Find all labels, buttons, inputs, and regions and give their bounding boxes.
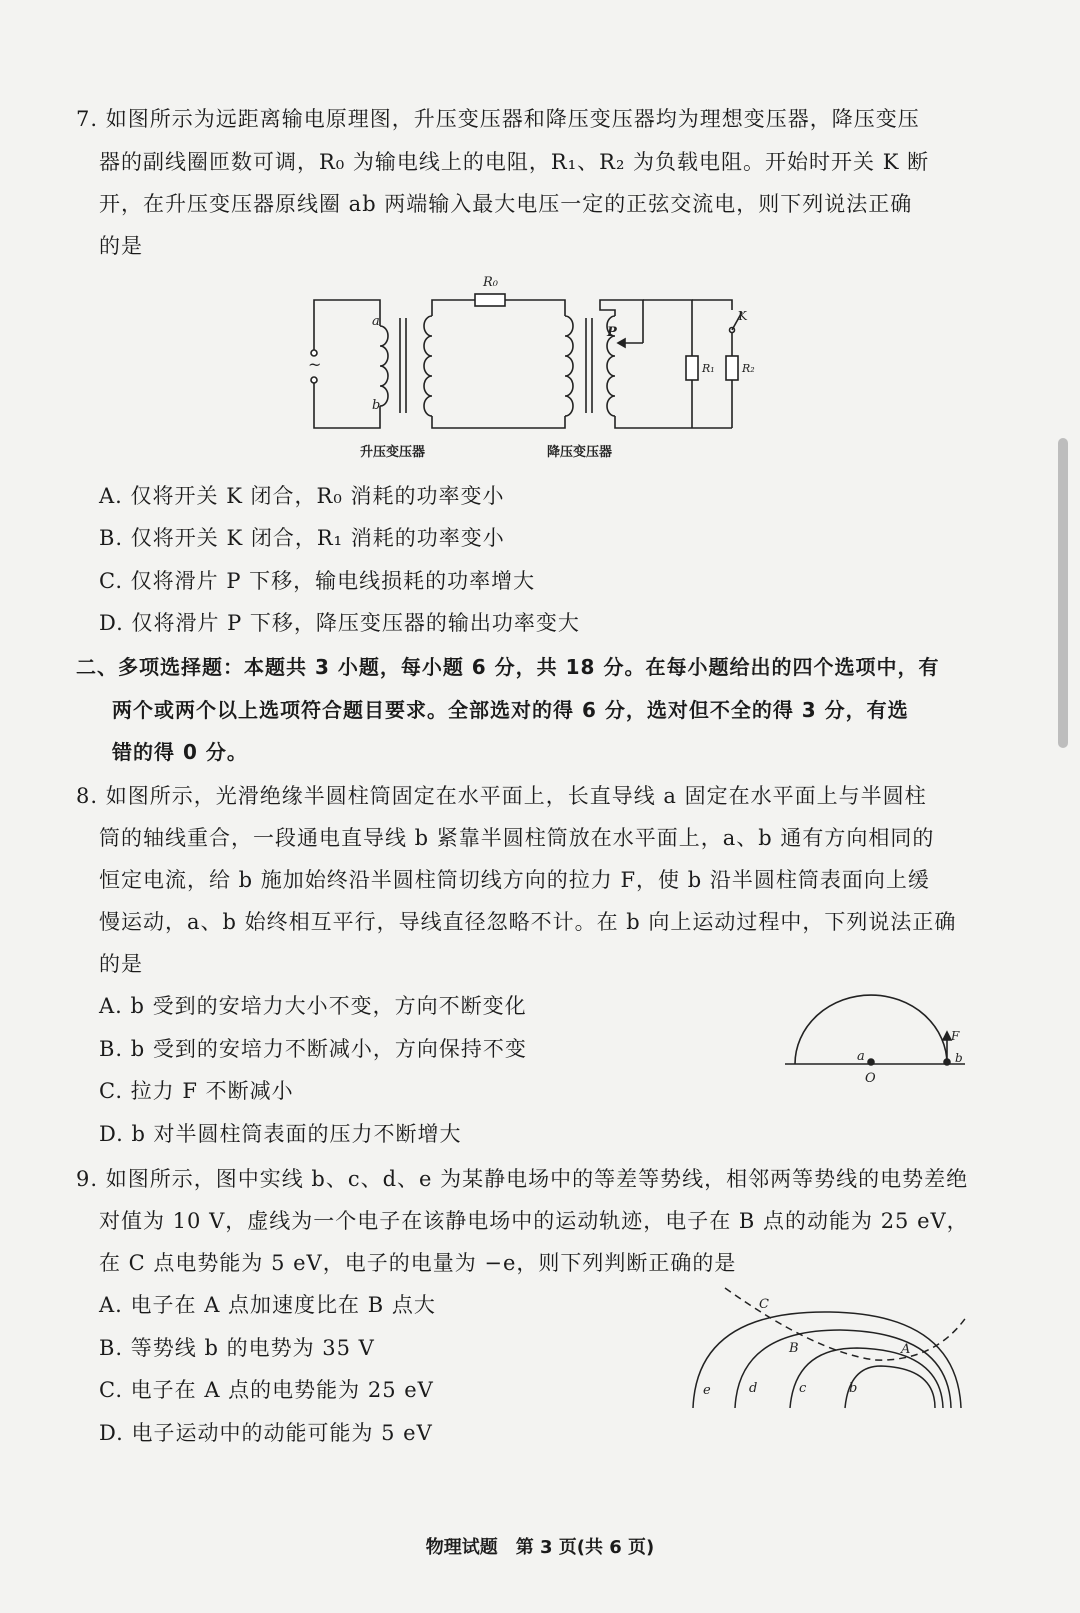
q9-option-c: C. 电子在 A 点的电势能为 25 eV [99, 1378, 434, 1402]
label-k: K [738, 309, 747, 323]
half-cylinder-arc [795, 995, 947, 1064]
q9-line-1: 9. 如图所示，图中实线 b、c、d、e 为某静电场中的等差等势线，相邻两等势线的电势差绝 [76, 1167, 969, 1191]
q7-option-b: B. 仅将开关 K 闭合，R₁ 消耗的功率变小 [99, 526, 505, 550]
q9-line-2: 对值为 10 V，虚线为一个电子在该静电场中的运动轨迹，电子在 B 点的动能为 25 eV， [99, 1209, 969, 1233]
q8-line-5: 的是 [99, 952, 143, 976]
label-r1: R₁ [702, 362, 715, 375]
label-c: c [799, 1381, 807, 1396]
stepup-secondary-coil [424, 316, 432, 416]
label-a: a [372, 314, 380, 329]
transmission-line-bottom [432, 416, 565, 428]
resistor-r2 [726, 356, 738, 380]
label-r0: R₀ [483, 275, 498, 290]
q7-line-4: 的是 [99, 234, 143, 258]
q7-line-2: 器的副线圈匝数可调，R₀ 为输电线上的电阻，R₁、R₂ 为负载电阻。开始时开关 K 断 [99, 150, 930, 174]
q9-option-a: A. 电子在 A 点加速度比在 B 点大 [99, 1293, 436, 1317]
q8-line-2: 筒的轴线重合，一段通电直导线 b 紧靠半圆柱筒放在水平面上，a、b 通有方向相同的 [99, 826, 935, 850]
equipotential-d [735, 1330, 951, 1408]
label-b: b [849, 1381, 858, 1396]
wire-a [868, 1059, 874, 1065]
section2-line-3: 错的得 0 分。 [112, 740, 248, 764]
slider-arrowhead [618, 339, 625, 347]
section2-line-2: 两个或两个以上选项符合题目要求。全部选对的得 6 分，选对但不全的得 3 分，有选 [112, 698, 909, 722]
stepdown-primary-coil [565, 316, 573, 416]
equipotential-diagram [685, 1280, 975, 1420]
terminal-bottom [311, 377, 317, 383]
label-p: P [607, 325, 617, 340]
scrollbar-thumb[interactable] [1058, 438, 1068, 748]
label-b-point: B [789, 1341, 799, 1356]
resistor-r0 [475, 294, 505, 306]
q8-line-1: 8. 如图所示，光滑绝缘半圆柱筒固定在水平面上，长直导线 a 固定在水平面上与半圆柱 [76, 784, 927, 808]
q8-line-4: 慢运动，a、b 始终相互平行，导线直径忽略不计。在 b 向上运动过程中，下列说法正确 [99, 910, 957, 934]
source-wire-top [314, 300, 380, 353]
label-d: d [749, 1381, 758, 1396]
q7-option-d: D. 仅将滑片 P 下移，降压变压器的输出功率变大 [99, 611, 580, 635]
label-e: e [703, 1383, 711, 1398]
q7-option-c: C. 仅将滑片 P 下移，输电线损耗的功率增大 [99, 569, 536, 593]
ac-symbol: ~ [308, 355, 322, 374]
label-a-point: A [901, 1342, 911, 1357]
equipotential-b [845, 1366, 935, 1408]
label-c-point: C [759, 1297, 769, 1312]
label-a: a [857, 1049, 865, 1064]
equipotential-e [693, 1312, 961, 1408]
q9-option-d: D. 电子运动中的动能可能为 5 eV [99, 1421, 433, 1445]
q8-line-3: 恒定电流，给 b 施加始终沿半圆柱筒切线方向的拉力 F，使 b 沿半圆柱筒表面向上缓 [99, 868, 930, 892]
label-b: b [372, 398, 381, 413]
label-r2: R₂ [742, 362, 755, 375]
label-b: b [955, 1051, 963, 1065]
q7-line-1: 7. 如图所示为远距离输电原理图，升压变压器和降压变压器均为理想变压器，降压变压 [76, 107, 920, 131]
force-arrowhead [943, 1032, 951, 1040]
label-o: O [865, 1071, 876, 1086]
page-footer: 物理试题 第 3 页(共 6 页) [425, 1537, 655, 1558]
caption-step-down: 降压变压器 [547, 445, 613, 460]
q8-option-d: D. b 对半圆柱筒表面的压力不断增大 [99, 1122, 462, 1146]
q8-option-a: A. b 受到的安培力大小不变，方向不断变化 [99, 994, 527, 1018]
stepup-primary-coil [380, 326, 388, 406]
label-f: F [951, 1029, 960, 1043]
q8-option-c: C. 拉力 F 不断减小 [99, 1079, 294, 1103]
source-wire-bottom [314, 380, 380, 428]
q9-option-b: B. 等势线 b 的电势为 35 V [99, 1336, 375, 1360]
q8-option-b: B. b 受到的安培力不断减小，方向保持不变 [99, 1037, 527, 1061]
load-wire-bottom [615, 416, 732, 428]
q9-line-3: 在 C 点电势能为 5 eV，电子的电量为 −e，则下列判断正确的是 [99, 1251, 737, 1275]
caption-step-up: 升压变压器 [360, 445, 426, 460]
half-cylinder-diagram [785, 990, 975, 1090]
resistor-r1 [686, 356, 698, 380]
q7-line-3: 开，在升压变压器原线圈 ab 两端输入最大电压一定的正弦交流电，则下列说法正确 [99, 192, 913, 216]
transformer-circuit-diagram [300, 268, 770, 468]
r1-branch [643, 300, 692, 428]
section2-line-1: 二、多项选择题：本题共 3 小题，每小题 6 分，共 18 分。在每小题给出的四个选项中，有 [76, 655, 940, 679]
equipotential-c [790, 1348, 943, 1408]
q7-option-a: A. 仅将开关 K 闭合，R₀ 消耗的功率变小 [99, 484, 505, 508]
